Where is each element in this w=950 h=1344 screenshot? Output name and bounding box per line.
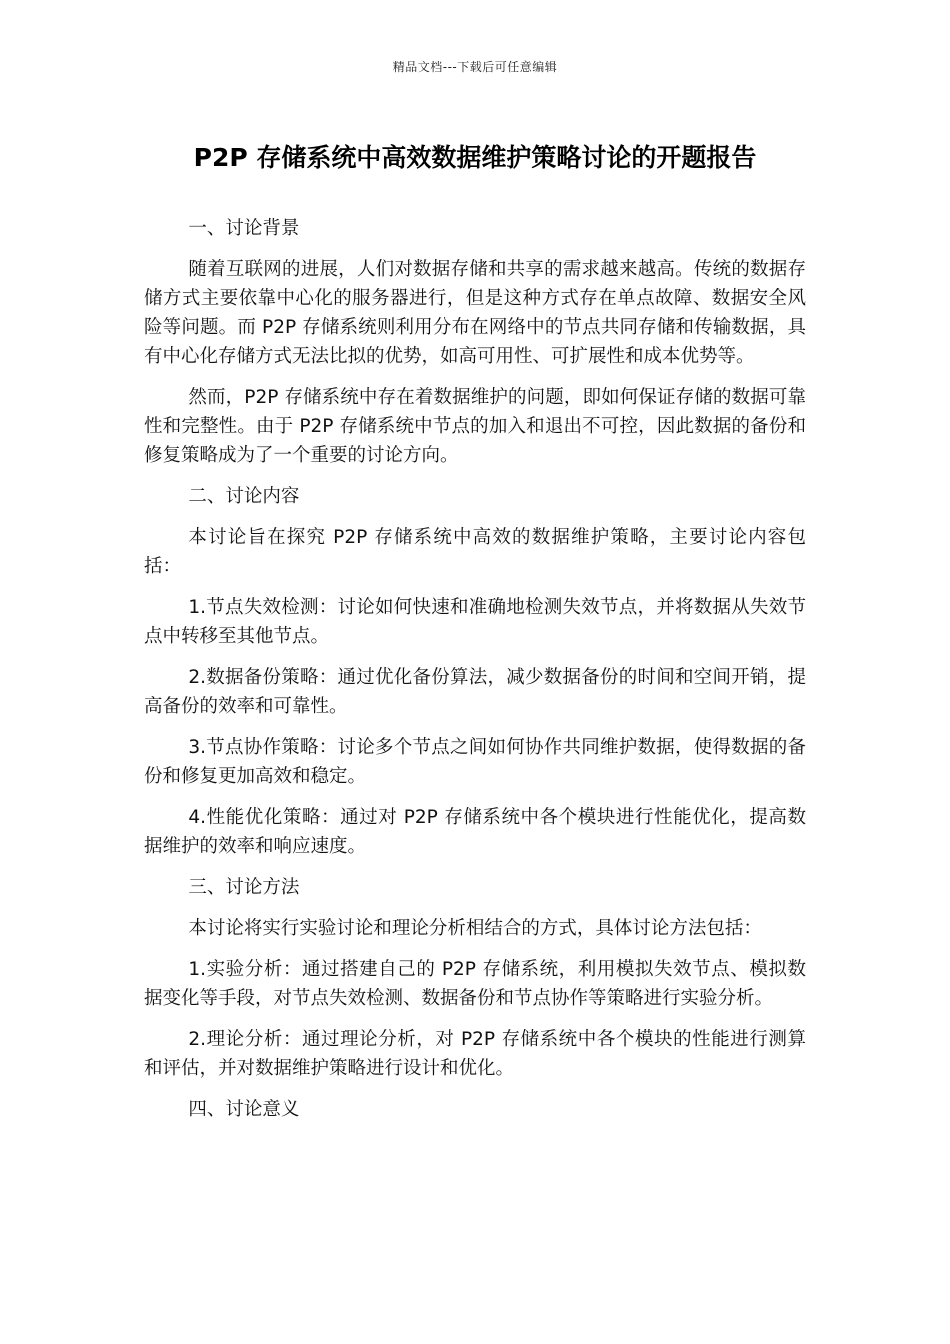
section-heading-method: 三、讨论方法 (188, 877, 300, 898)
document-body (144, 214, 806, 1136)
header-note: 精品文档---下载后可任意编辑 (392, 60, 558, 74)
list-item: 4.性能优化策略：通过对 P2P 存储系统中各个模块进行性能优化，提高数据维护的效率和响应速度。 (144, 807, 806, 857)
section-heading-background: 一、讨论背景 (188, 218, 300, 239)
paragraph: 然而，P2P 存储系统中存在着数据维护的问题，即如何保证存储的数据可靠性和完整性。由于 P2P 存储系统中节点的加入和退出不可控，因此数据的备份和修复策略成为了一个重要的讨论方向。 (144, 387, 806, 466)
paragraph: 随着互联网的进展，人们对数据存储和共享的需求越来越高。传统的数据存储方式主要依靠中心化的服务器进行，但是这种方式存在单点故障、数据安全风险等问题。而 P2P 存储系统则利用分布在网络中的节点共同存储和传输数据，具有中心化存储方式无法比拟的优势，如高可用性、可扩展性和成本优势等。 (144, 259, 806, 367)
document-title: P2P 存储系统中高效数据维护策略讨论的开题报告 (193, 143, 757, 172)
list-item: 1.实验分析：通过搭建自己的 P2P 存储系统，利用模拟失效节点、模拟数据变化等手段，对节点失效检测、数据备份和节点协作等策略进行实验分析。 (144, 959, 806, 1009)
list-item: 3.节点协作策略：讨论多个节点之间如何协作共同维护数据，使得数据的备份和修复更加高效和稳定。 (144, 737, 806, 787)
paragraph: 本讨论旨在探究 P2P 存储系统中高效的数据维护策略，主要讨论内容包括： (144, 527, 806, 577)
paragraph: 本讨论将实行实验讨论和理论分析相结合的方式，具体讨论方法包括： (188, 918, 762, 939)
list-item: 2.理论分析：通过理论分析，对 P2P 存储系统中各个模块的性能进行测算和评估，并对数据维护策略进行设计和优化。 (144, 1029, 806, 1079)
list-item: 1.节点失效检测：讨论如何快速和准确地检测失效节点，并将数据从失效节点中转移至其他节点。 (144, 597, 806, 647)
section-heading-significance: 四、讨论意义 (188, 1099, 300, 1120)
section-heading-content: 二、讨论内容 (188, 486, 300, 507)
list-item: 2.数据备份策略：通过优化备份算法，减少数据备份的时间和空间开销，提高备份的效率和可靠性。 (144, 667, 806, 717)
